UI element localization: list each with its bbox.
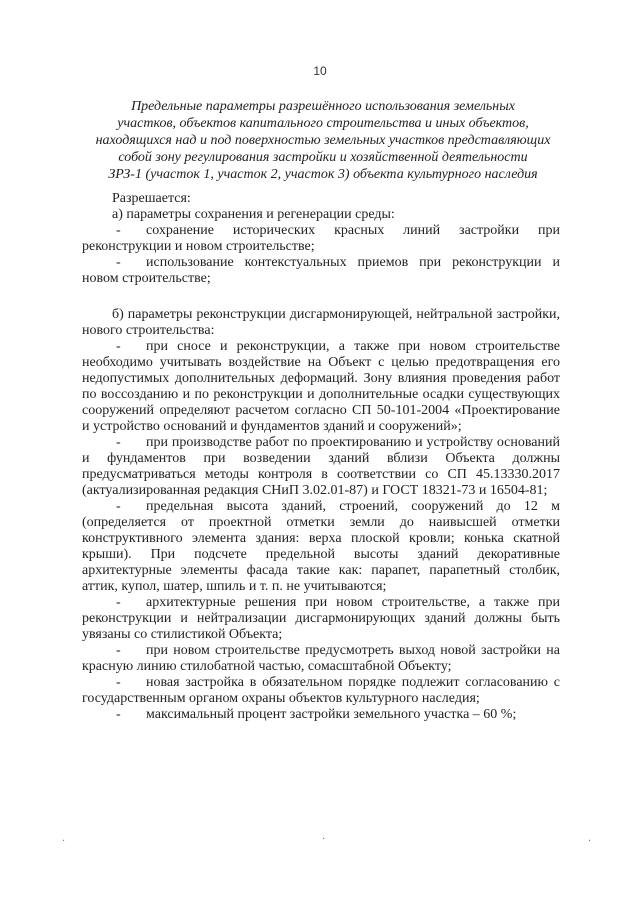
dash-marker: - xyxy=(116,643,121,658)
list-item-text: использование контекстуальных приемов при реконструкции и новом строительстве; xyxy=(82,255,560,286)
dash-marker: - xyxy=(116,499,121,514)
list-item xyxy=(82,643,560,675)
list-item-text: при производстве работ по проектированию и устройству оснований и фундаментов при возведении зданий вблизи Объекта должны предусматриваться методы контроля в соответствии со СП 45.13330.2017 (актуализированная редакция СНиП 3.02.01-87) и ГОСТ 18321-73 и 16504-81; xyxy=(82,435,560,498)
heading-line: собой зону регулирования застройки и хозяйственной деятельности xyxy=(118,150,528,165)
dash-marker: - xyxy=(116,339,121,354)
list-item xyxy=(82,675,560,707)
dash-marker: - xyxy=(116,707,121,722)
intro-text: Разрешается: xyxy=(112,191,191,206)
list-item xyxy=(82,255,560,287)
dash-marker: - xyxy=(116,675,121,690)
scan-speck: · xyxy=(62,836,66,847)
scan-speck: · xyxy=(322,834,326,845)
list-item xyxy=(82,707,560,723)
heading-line: Предельные параметры разрешённого использования земельных xyxy=(131,99,515,114)
list-item xyxy=(82,223,560,255)
document-body xyxy=(82,191,560,723)
list-item-text: предельная высота зданий, строений, сооружений до 12 м (определяется от проектной отметки земли до наивысшей отметки конструктивного элемента здания: верха плоской кровли; конька скатной крыши). При подсчете предельной высоты зданий декоративные архитектурные элементы фасада такие как: парапет, парапетный столбик, аттик, купол, шатер, шпиль и т. п. не учитываются; xyxy=(82,499,560,594)
section-heading xyxy=(86,98,560,183)
scan-speck: · xyxy=(588,836,592,847)
heading-line: ЗРЗ-1 (участок 1, участок 2, участок 3) объекта культурного наследия xyxy=(108,167,538,182)
list-item xyxy=(82,339,560,435)
heading-line: находящихся над и под поверхностью земельных участков представляющих xyxy=(95,133,551,148)
page-number: 10 xyxy=(313,64,327,78)
list-item-text: новая застройка в обязательном порядке подлежит согласованию с государственным органом охраны объектов культурного наследия; xyxy=(82,675,560,706)
section-b-title: б) параметры реконструкции дисгармонирующей, нейтральной застройки, нового строительства: xyxy=(82,307,560,338)
dash-marker: - xyxy=(116,223,121,238)
list-item xyxy=(82,499,560,595)
list-item-text: при новом строительстве предусмотреть выход новой застройки на красную линию стилобатной частью, сомасштабной Объекту; xyxy=(82,643,560,674)
dash-marker: - xyxy=(116,435,121,450)
heading-line: участков, объектов капитального строительства и иных объектов, xyxy=(117,116,529,131)
dash-marker: - xyxy=(116,595,121,610)
paragraph-gap xyxy=(82,287,560,307)
list-item xyxy=(82,435,560,499)
dash-marker: - xyxy=(116,255,121,270)
list-item-text: при сносе и реконструкции, а также при новом строительстве необходимо учитывать воздействие на Объект с целью предотвращения его недопустимых дополнительных деформаций. Зону влияния проведения работ по воссозданию и по реконструкции и дополнительные осадки существующих сооружений определяют расчетом согласно СП 50-101-2004 «Проектирование и устройство оснований и фундаментов зданий и сооружений»; xyxy=(82,339,560,434)
list-item-text: архитектурные решения при новом строительстве, а также при реконструкции и нейтрализации дисгармонирующих зданий должны быть увязаны со стилистикой Объекта; xyxy=(82,595,560,642)
list-item-text: сохранение исторических красных линий застройки при реконструкции и новом строительстве; xyxy=(82,223,560,254)
list-item xyxy=(82,595,560,643)
list-item-text: максимальный процент застройки земельного участка – 60 %; xyxy=(146,707,517,722)
section-a-title: а) параметры сохранения и регенерации среды: xyxy=(112,207,395,222)
